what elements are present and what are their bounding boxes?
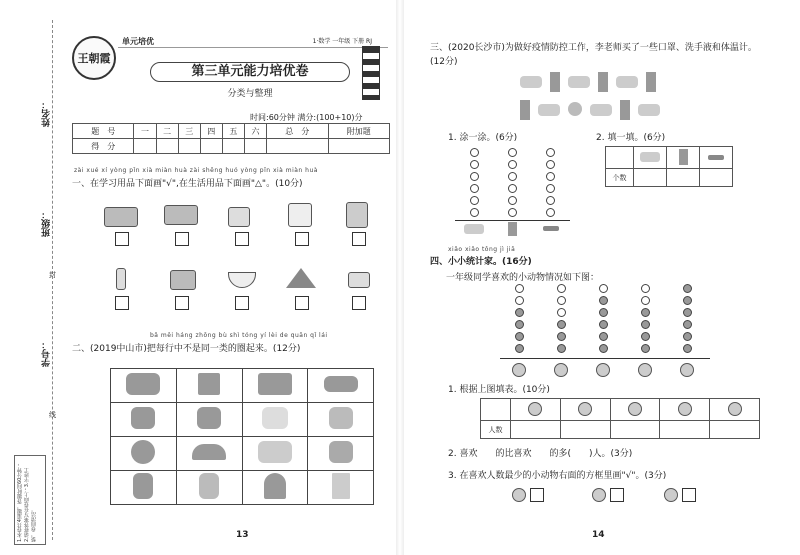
score-input[interactable] [267, 139, 328, 154]
bead-column [557, 284, 567, 356]
grid-row [111, 369, 374, 403]
page-number-right: 14 [592, 530, 605, 540]
bead[interactable] [546, 184, 555, 193]
bead[interactable] [508, 160, 517, 169]
score-cell: 得 分 [73, 139, 134, 154]
count-icon-row [606, 147, 733, 169]
frog-icon [512, 362, 526, 381]
score-input[interactable] [134, 139, 156, 154]
bead [515, 320, 524, 329]
bead[interactable] [470, 184, 479, 193]
mask-icon [464, 224, 484, 234]
answer-box[interactable] [295, 296, 309, 310]
score-cell: 六 [244, 124, 266, 139]
bead [557, 332, 566, 341]
score-cell: 附加题 [328, 124, 390, 139]
brand-label: 单元培优 [122, 37, 154, 46]
score-cell: 二 [156, 124, 178, 139]
score-cell: 总 分 [267, 124, 328, 139]
bead[interactable] [470, 172, 479, 181]
rabbit-icon [728, 402, 742, 416]
count-cell [634, 147, 667, 169]
page-fold [396, 0, 404, 555]
count-label: 个数 [606, 169, 634, 187]
bead [599, 332, 608, 341]
mask-icon [568, 76, 590, 88]
q3-text: 三、(2020长沙市)为做好疫情防控工作，李老师买了一些口罩、洗手液和体温计。(12分) [430, 43, 757, 67]
baseline [455, 220, 570, 221]
header-band [118, 36, 388, 48]
count-value-row [606, 169, 733, 187]
exam-rules: 1.本卷共4道题，答题时间60分钟；2.请将答案写在卷面上；3.字迹工整，卷面清洁。 [14, 455, 46, 545]
grid-cell[interactable] [308, 471, 374, 505]
toothbrush-icon [116, 268, 126, 290]
grid-row [111, 471, 374, 505]
grid-cell[interactable] [242, 403, 308, 437]
count-cell [610, 399, 660, 421]
answer-box[interactable] [682, 488, 696, 502]
bead [515, 308, 524, 317]
bead [599, 308, 608, 317]
hand-sanitizer-icon [520, 100, 530, 120]
glue-icon [346, 202, 368, 228]
answer-box[interactable] [175, 296, 189, 310]
grid-row [111, 437, 374, 471]
bead [557, 344, 566, 353]
name-label: 姓名： [42, 100, 52, 127]
grid-cell[interactable] [308, 369, 374, 403]
brand-logo: 王朝霞 [72, 36, 116, 80]
rubiks-cube-icon [198, 373, 220, 395]
score-input[interactable] [222, 139, 244, 154]
q4-sub1: 1. 根据上图填表。(10分) [448, 385, 550, 395]
score-cell: 四 [200, 124, 222, 139]
bead-column [515, 284, 525, 356]
airplane-icon [126, 373, 160, 395]
book-icon [164, 205, 198, 225]
bead [557, 296, 566, 305]
cup-icon [288, 203, 312, 227]
grid-cell[interactable] [176, 369, 242, 403]
q1-text: 一、在学习用品下面画"√",在生活用品下面画"△"。(10分) [72, 179, 303, 189]
score-cell: 三 [178, 124, 200, 139]
count-cell [560, 399, 610, 421]
dog-icon [638, 363, 652, 377]
mask-icon [616, 76, 638, 88]
bead [641, 296, 650, 305]
seal-mark: 封 [49, 271, 56, 279]
bead[interactable] [470, 148, 479, 157]
grid-row [111, 403, 374, 437]
mask-icon [640, 152, 660, 162]
triangle-ruler-icon [286, 268, 316, 288]
grid-cell[interactable] [308, 437, 374, 471]
bead [515, 344, 524, 353]
bead-column [683, 284, 693, 356]
bead[interactable] [470, 196, 479, 205]
rabbit-icon [680, 362, 694, 381]
count-input[interactable] [560, 421, 610, 439]
owl-icon [596, 363, 610, 377]
count-cell [660, 399, 710, 421]
bead [557, 320, 566, 329]
dictionary-icon [170, 270, 196, 290]
count-input[interactable] [667, 169, 700, 187]
page-subtitle: 分类与整理 [227, 89, 273, 99]
answer-box[interactable] [115, 296, 129, 310]
bead [641, 308, 650, 317]
answer-box[interactable] [295, 232, 309, 246]
q2-text: 二、(2019中山市)把每行中不是同一类的圈起来。(12分) [72, 344, 301, 354]
bead [641, 332, 650, 341]
count-table [605, 146, 733, 187]
animal-value-row [481, 421, 760, 439]
hand-sanitizer-icon [508, 222, 517, 236]
bead-column [546, 148, 556, 220]
pencil-case-icon [104, 207, 138, 227]
hand-sanitizer-icon [620, 100, 630, 120]
count-input[interactable] [511, 421, 561, 439]
bead [683, 332, 692, 341]
score-cell: 五 [222, 124, 244, 139]
score-input[interactable] [178, 139, 200, 154]
count-cell [606, 147, 634, 169]
q4-text: 四、小小统计家。(16分) [430, 257, 532, 267]
score-input[interactable] [328, 139, 390, 154]
hand-sanitizer-icon [598, 72, 608, 92]
grade-info: 1·数学 一年级 下册 RJ [312, 38, 372, 45]
chair-icon [332, 473, 350, 499]
bead [683, 344, 692, 353]
bowl-icon [228, 272, 256, 288]
score-cell: 题 号 [73, 124, 134, 139]
q4-intro: 一年级同学喜欢的小动物情况如下图： [446, 273, 600, 283]
bead [557, 308, 566, 317]
baseline [500, 358, 710, 359]
score-header-row [73, 124, 390, 139]
bead[interactable] [508, 208, 517, 217]
bead [683, 320, 692, 329]
bead [683, 308, 692, 317]
bead [557, 284, 566, 293]
count-cell [667, 147, 700, 169]
people-label: 人数 [481, 421, 511, 439]
dog-icon [664, 488, 678, 502]
high-heels-icon [258, 441, 292, 463]
deer-icon [554, 363, 568, 377]
mask-icon [590, 104, 612, 116]
bead[interactable] [508, 196, 517, 205]
grid-cell[interactable] [242, 437, 308, 471]
answer-box[interactable] [530, 488, 544, 502]
answer-box[interactable] [610, 488, 624, 502]
count-input[interactable] [700, 169, 733, 187]
dog-icon [678, 402, 692, 416]
bead [599, 296, 608, 305]
q4-sub2: 2. 喜欢 的比喜欢 的多( )人。(3分) [448, 449, 633, 459]
bead [683, 284, 692, 293]
squirrel-icon [131, 407, 155, 429]
frog-icon [512, 488, 526, 502]
bead[interactable] [508, 172, 517, 181]
bead[interactable] [546, 208, 555, 217]
score-table [72, 123, 390, 154]
score-input[interactable] [156, 139, 178, 154]
page-title: 第三单元能力培优卷 [150, 62, 350, 82]
rabbit-icon [680, 363, 694, 377]
cake-icon [262, 407, 288, 429]
mask-icon [638, 104, 660, 116]
bead[interactable] [508, 184, 517, 193]
bead-column [641, 284, 651, 356]
count-cell [700, 147, 733, 169]
bead[interactable] [546, 160, 555, 169]
mask-icon [520, 76, 542, 88]
bead-column [508, 148, 518, 220]
mask-icon [538, 104, 560, 116]
pencil-icon [228, 207, 250, 227]
bead[interactable] [546, 172, 555, 181]
bead[interactable] [470, 208, 479, 217]
sharpener-icon [348, 272, 370, 288]
bead-column [599, 284, 609, 356]
score-value-row [73, 139, 390, 154]
hand-sanitizer-icon [679, 149, 688, 165]
gloves-icon [329, 441, 353, 463]
class-label: 班级： [42, 210, 52, 237]
answer-box[interactable] [352, 296, 366, 310]
bead [515, 332, 524, 341]
score-cell: 一 [134, 124, 156, 139]
grid-cell[interactable] [111, 437, 177, 471]
bead [641, 320, 650, 329]
hand-sanitizer-icon [550, 72, 560, 92]
classification-grid [110, 368, 374, 505]
thermometer-icon [708, 155, 724, 160]
panda-icon [197, 407, 221, 429]
q1-pinyin: zài xué xí yòng pǐn xià miàn huà zài shēng huó yòng pǐn xià miàn huà [74, 167, 318, 174]
answer-box[interactable] [352, 232, 366, 246]
owl-icon [596, 362, 610, 381]
bead [515, 284, 524, 293]
owl-icon [592, 488, 606, 502]
bead [599, 320, 608, 329]
student-id-label: 学号： [42, 340, 52, 367]
cap-icon [192, 444, 226, 460]
count-input[interactable] [610, 421, 660, 439]
owl-icon [628, 402, 642, 416]
count-input[interactable] [634, 169, 667, 187]
deer-icon [578, 402, 592, 416]
deer-icon [554, 362, 568, 381]
bead[interactable] [546, 196, 555, 205]
frog-icon [512, 363, 526, 377]
answer-box[interactable] [115, 232, 129, 246]
q3-sub2: 2. 填一填。(6分) [596, 133, 666, 143]
bead [641, 344, 650, 353]
score-input[interactable] [244, 139, 266, 154]
answer-box[interactable] [235, 296, 249, 310]
score-input[interactable] [200, 139, 222, 154]
grid-cell[interactable] [111, 471, 177, 505]
bead[interactable] [470, 160, 479, 169]
bead [641, 284, 650, 293]
grid-cell[interactable] [176, 437, 242, 471]
time-score-info: 时间:60分钟 满分:(100+10)分 [250, 113, 363, 122]
grid-cell[interactable] [242, 471, 308, 505]
q2-pinyin: bǎ měi háng zhōng bù shì tóng yí lèi de quān qǐ lái [150, 332, 328, 339]
answer-box[interactable] [235, 232, 249, 246]
dog-icon [329, 407, 353, 429]
bead [683, 296, 692, 305]
bead [515, 296, 524, 305]
q4-pinyin: xiǎo xiǎo tǒng jì jiā [448, 246, 516, 253]
grid-cell[interactable] [308, 403, 374, 437]
bus-icon [258, 373, 292, 395]
bead[interactable] [508, 148, 517, 157]
grid-cell[interactable] [111, 369, 177, 403]
hand-sanitizer-icon [646, 72, 656, 92]
watermelon-icon [131, 440, 155, 464]
cactus-icon [199, 473, 219, 499]
grid-cell[interactable] [111, 403, 177, 437]
frog-icon [528, 402, 542, 416]
grid-cell[interactable] [242, 369, 308, 403]
tree-icon [264, 473, 286, 499]
page-number-left: 13 [236, 530, 249, 540]
bead[interactable] [546, 148, 555, 157]
count-cell [710, 399, 760, 421]
bead-column [470, 148, 480, 220]
flower-icon [133, 473, 153, 499]
count-input[interactable] [710, 421, 760, 439]
binding-line [52, 20, 53, 540]
count-input[interactable] [660, 421, 710, 439]
supplies-illustration [520, 72, 700, 122]
animal-icon-row [481, 399, 760, 421]
q4-sub3: 3. 在喜欢人数最少的小动物右面的方框里画"√"。(3分) [448, 471, 667, 481]
q3-sub1: 1. 涂一涂。(6分) [448, 133, 518, 143]
grid-cell[interactable] [176, 471, 242, 505]
grid-cell[interactable] [176, 403, 242, 437]
ship-icon [324, 376, 358, 392]
dog-icon [638, 362, 652, 381]
animal-count-table [480, 398, 760, 439]
hand-sanitizer-icon [568, 102, 582, 116]
thermometer-icon [543, 226, 559, 231]
count-cell [511, 399, 561, 421]
line-mark: 线 [49, 411, 56, 419]
count-cell [481, 399, 511, 421]
lighthouse-illustration [362, 46, 380, 100]
bead [599, 284, 608, 293]
answer-box[interactable] [175, 232, 189, 246]
bead [599, 344, 608, 353]
